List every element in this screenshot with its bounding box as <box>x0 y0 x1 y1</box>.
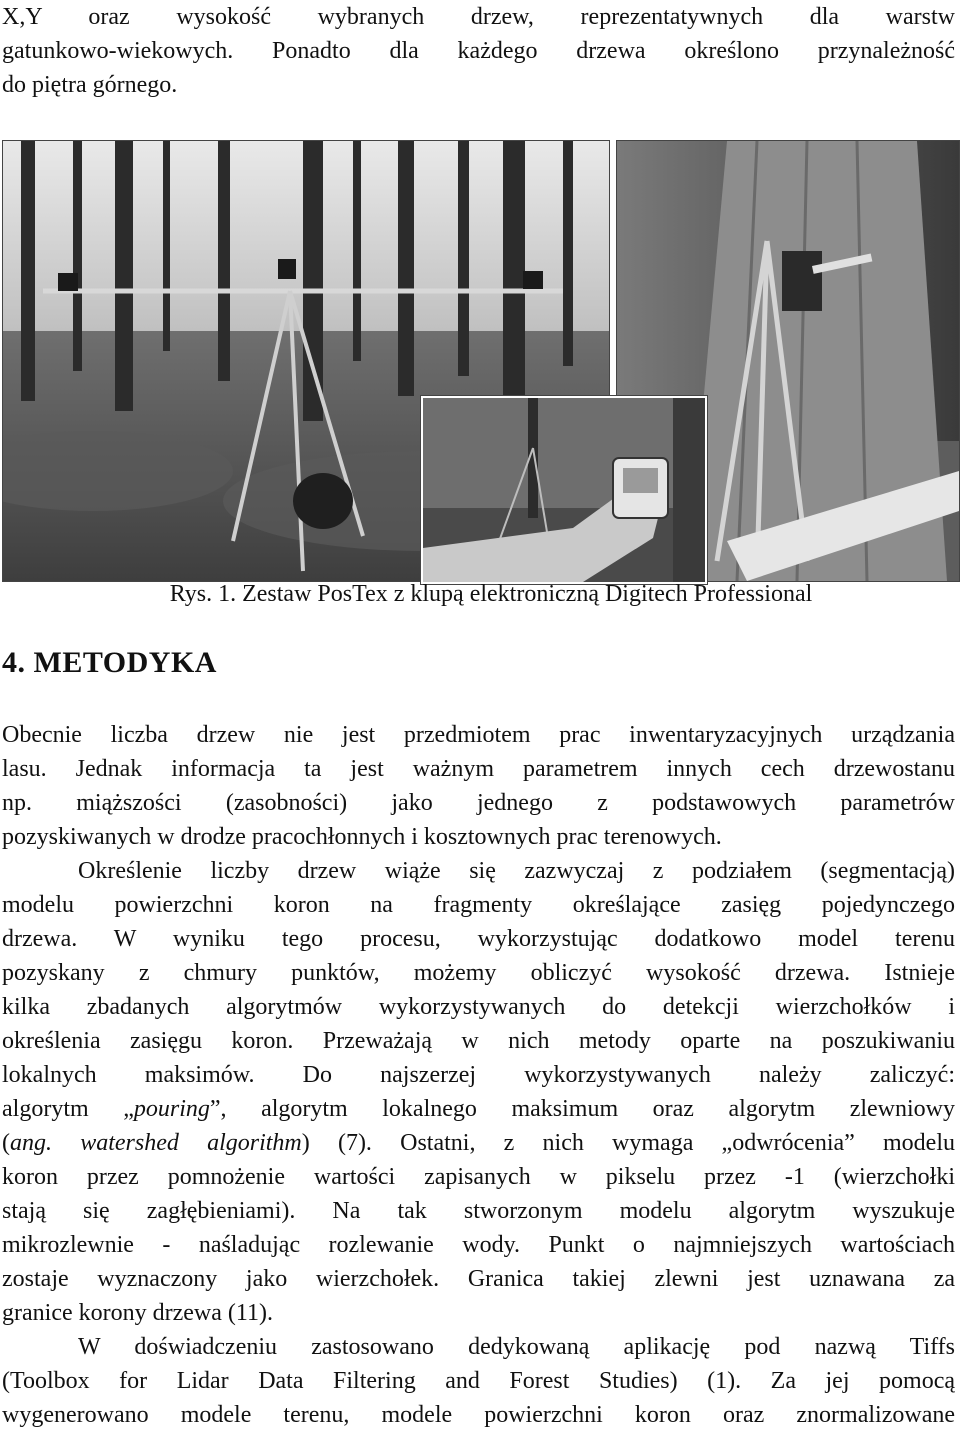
text-line: zostaje wyznaczony jako wierzchołek. Granica takiej zlewni jest uznawana za <box>2 1266 955 1292</box>
text-line: Określenie liczby drzew wiąże się zazwyczaj z podziałem (segmentacją) <box>78 858 955 884</box>
text-line <box>2 1092 955 1126</box>
text-line: W doświadczeniu zastosowano dedykowaną aplikację pod nazwą Tiffs <box>78 1334 955 1360</box>
italic-term: ang. watershed algorithm <box>10 1130 302 1156</box>
italic-term: pouring <box>133 1096 210 1122</box>
text-fragment: algorytm „ <box>2 1096 134 1122</box>
caption-text: Rys. 1. Zestaw PosTex z klupą elektroniczną Digitech Professional <box>169 581 813 607</box>
text-line: lokalnych maksimów. Do najszerzej wykorzystywanych należy zaliczyć: <box>2 1062 955 1088</box>
text-line: kilka zbadanych algorytmów wykorzystywanych do detekcji wierzchołków i <box>2 994 955 1020</box>
text-line: (Toolbox for Lidar Data Filtering and Forest Studies) (1). Za jej pomocą <box>2 1368 955 1394</box>
text-line: lasu. Jednak informacja ta jest ważnym parametrem innych cech drzewostanu <box>2 756 955 782</box>
figure-caption <box>0 581 960 608</box>
intro-paragraph <box>2 0 955 102</box>
text-line: pozyskany z chmury punktów, możemy obliczyć wysokość drzewa. Istnieje <box>2 960 955 986</box>
figure-1 <box>0 140 960 590</box>
text-line: stają się zagłębieniami). Na tak stworzonym modelu algorytm wyszukuje <box>2 1198 955 1224</box>
text-fragment: ) (7). Ostatni, z nich wymaga „odwrócenia” modelu <box>301 1130 955 1156</box>
text-line <box>2 1126 955 1160</box>
text-line: pozyskiwanych w drodze pracochłonnych i kosztownych prac terenowych. <box>2 824 722 850</box>
text-line: mikrozlewnie - naśladując rozlewanie wody. Punkt o najmniejszych wartościach <box>2 1232 955 1258</box>
text-line: do piętra górnego. <box>2 72 178 98</box>
body-text <box>2 718 955 1432</box>
text-line: drzewa. W wyniku tego procesu, wykorzystując dodatkowo model terenu <box>2 926 955 952</box>
text-line: granice korony drzewa (11). <box>2 1300 273 1326</box>
text-line: Obecnie liczba drzew nie jest przedmiotem prac inwentaryzacyjnych urządzania <box>2 722 955 748</box>
text-line: wygenerowano modele terenu, modele powierzchni koron oraz znormalizowane <box>2 1402 955 1428</box>
text-line: np. miąższości (zasobności) jako jednego z podstawowych parametrów <box>2 790 955 816</box>
text-line: określenia zasięgu koron. Przeważają w nich metody oparte na poszukiwaniu <box>2 1028 955 1054</box>
text-fragment: ( <box>2 1130 10 1156</box>
text-line: X,Y oraz wysokość wybranych drzew, reprezentatywnych dla warstw <box>2 4 955 30</box>
text-fragment: ”, algorytm lokalnego maksimum oraz algorytm zlewniowy <box>209 1096 955 1122</box>
section-heading: 4. METODYKA <box>2 646 217 679</box>
text-line: gatunkowo-wiekowych. Ponadto dla każdego drzewa określono przynależność <box>2 38 955 64</box>
text-line: modelu powierzchni koron na fragmenty określające zasięg pojedynczego <box>2 892 955 918</box>
caliper-photo-inset <box>423 398 705 582</box>
text-line: koron przez pomnożenie wartości zapisanych w pikselu przez -1 (wierzchołki <box>2 1164 955 1190</box>
photo-caliper-inset <box>421 396 707 584</box>
